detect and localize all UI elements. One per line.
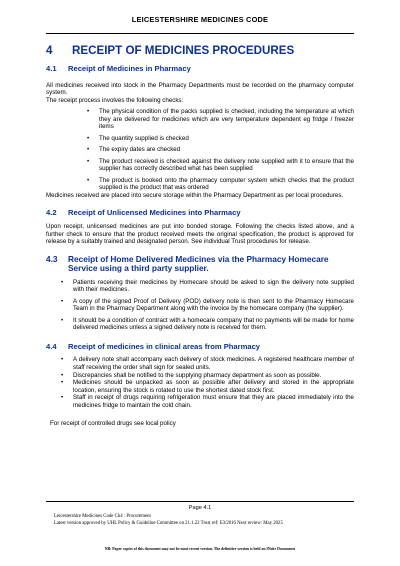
list-item: • The product is booked onto the pharmacy computer system which checks that the product supplied is the product that was ordered: [87, 176, 354, 192]
list-item: • The quantity supplied is checked: [87, 134, 189, 142]
bullet-icon: •: [61, 356, 64, 364]
section-4-2-title: [46, 208, 354, 218]
page-number: Page 4.1: [188, 505, 212, 511]
section-number: 4.2: [46, 208, 57, 218]
bullet-icon: •: [87, 157, 90, 165]
list-item: • A delivery note shall accompany each delivery of stock medicines. A registered healthcare member of staff receiving the order shall sign for sealed units.: [61, 356, 354, 371]
chapter-number: 4: [46, 44, 53, 57]
section-number: 4.3: [46, 253, 58, 264]
section-number: 4.1: [46, 64, 57, 73]
paragraph: For receipt of controlled drugs see local policy: [50, 419, 176, 427]
bullet-icon: •: [87, 146, 90, 154]
footer-document-title: Leicestershire Medicines Code Ch4 : Procurement: [54, 514, 151, 519]
chapter-heading: RECEIPT OF MEDICINES PROCEDURES: [72, 44, 295, 57]
bullet-icon: •: [61, 394, 64, 402]
list-item: • Patients receiving their medicines by Homecare should be asked to sign the delivery note supplied with their medicines.: [61, 278, 354, 294]
footer-approval-line: Latest version approved by UHL Policy & Guideline Committee on 21.1.22 Trust ref: E3/2016 Next review: May 2025: [54, 521, 283, 526]
section-heading: Receipt of Unlicensed Medicines into Pharmacy: [68, 208, 241, 218]
bullet-icon: •: [87, 134, 90, 142]
list-item: • The expiry dates are checked: [87, 146, 181, 154]
paragraph: Medicines received are placed into secure storage within the Pharmacy Department as per local procedures.: [46, 191, 344, 199]
list-item: • Discrepancies shall be notified to the supplying pharmacy department as soon as possible.: [61, 371, 322, 379]
section-heading: Receipt of Medicines in Pharmacy: [68, 64, 191, 73]
main-content: [46, 44, 354, 427]
section-number: 4.4: [46, 341, 57, 351]
section-4-3-title: [46, 255, 354, 274]
chapter-title: [46, 44, 354, 58]
footer-disclaimer: NB: Paper copies of this document may not be most recent version. The definitive version is held on INsite Documents: [104, 547, 296, 551]
section-4-1-title: [46, 64, 354, 74]
bullet-icon: •: [61, 297, 64, 305]
section-heading: Receipt of medicines in clinical areas from Pharmacy: [68, 341, 261, 351]
header-rule: [46, 33, 354, 34]
paragraph: All medicines received into stock in the Pharmacy Departments must be recorded on the pharmacy computer system.: [46, 81, 354, 97]
paragraph: Upon receipt, unlicensed medicines are put into bonded storage. Following the checks listed above, and a further check to ensure that the product received meets the original specification, the product is approved for release by a suitably trained and designated person. See individual Trust procedures for release.: [46, 222, 354, 246]
bullet-icon: •: [61, 316, 64, 324]
bullet-icon: •: [87, 108, 90, 116]
bullet-icon: •: [61, 379, 64, 387]
list-item: • The product received is checked against the delivery note supplied with it to ensure that the supplier has correctly described what has been supplied: [87, 157, 354, 173]
bullet-icon: •: [87, 176, 90, 184]
list-item: • Staff in receipt of drugs requiring refrigeration must ensure that they are placed immediately into the medicines fridge to maintain the cold chain.: [61, 394, 354, 409]
list-item: • It should be a condition of contract with a homecare company that no payments will be made for home delivered medicines unless a signed delivery note is received for them.: [61, 316, 354, 332]
section-4-4-title: [46, 342, 354, 352]
bullet-icon: •: [61, 278, 64, 286]
footer-rule: [46, 501, 354, 502]
list-item: • A copy of the signed Proof of Delivery (POD) delivery note is then sent to the Pharmacy Homecare Team in the Pharmacy Department along with the invoice by the homecare company (the supplier).: [61, 297, 354, 313]
list-item: • Medicines should be unpacked as soon as possible after delivery and stored in the appropriate location, ensuring the stock is rotated to use the shortest dated stock first.: [61, 379, 354, 394]
running-header: LEICESTERSHIRE MEDICINES CODE: [131, 15, 269, 24]
checks-list: [46, 108, 354, 192]
clinical-areas-list: [46, 356, 354, 409]
section-heading: Receipt of Home Delivered Medicines via the Pharmacy Homecare Service using a third party supplier.: [68, 253, 329, 274]
homecare-list: [46, 279, 354, 332]
paragraph: The receipt process involves the following checks:: [46, 96, 184, 104]
list-item: • The physical condition of the packs supplied is checked, including the temperature at which they are delivered for medicines which are very temperature dependent eg fridge / freezer items: [87, 108, 354, 131]
bullet-icon: •: [61, 371, 64, 379]
